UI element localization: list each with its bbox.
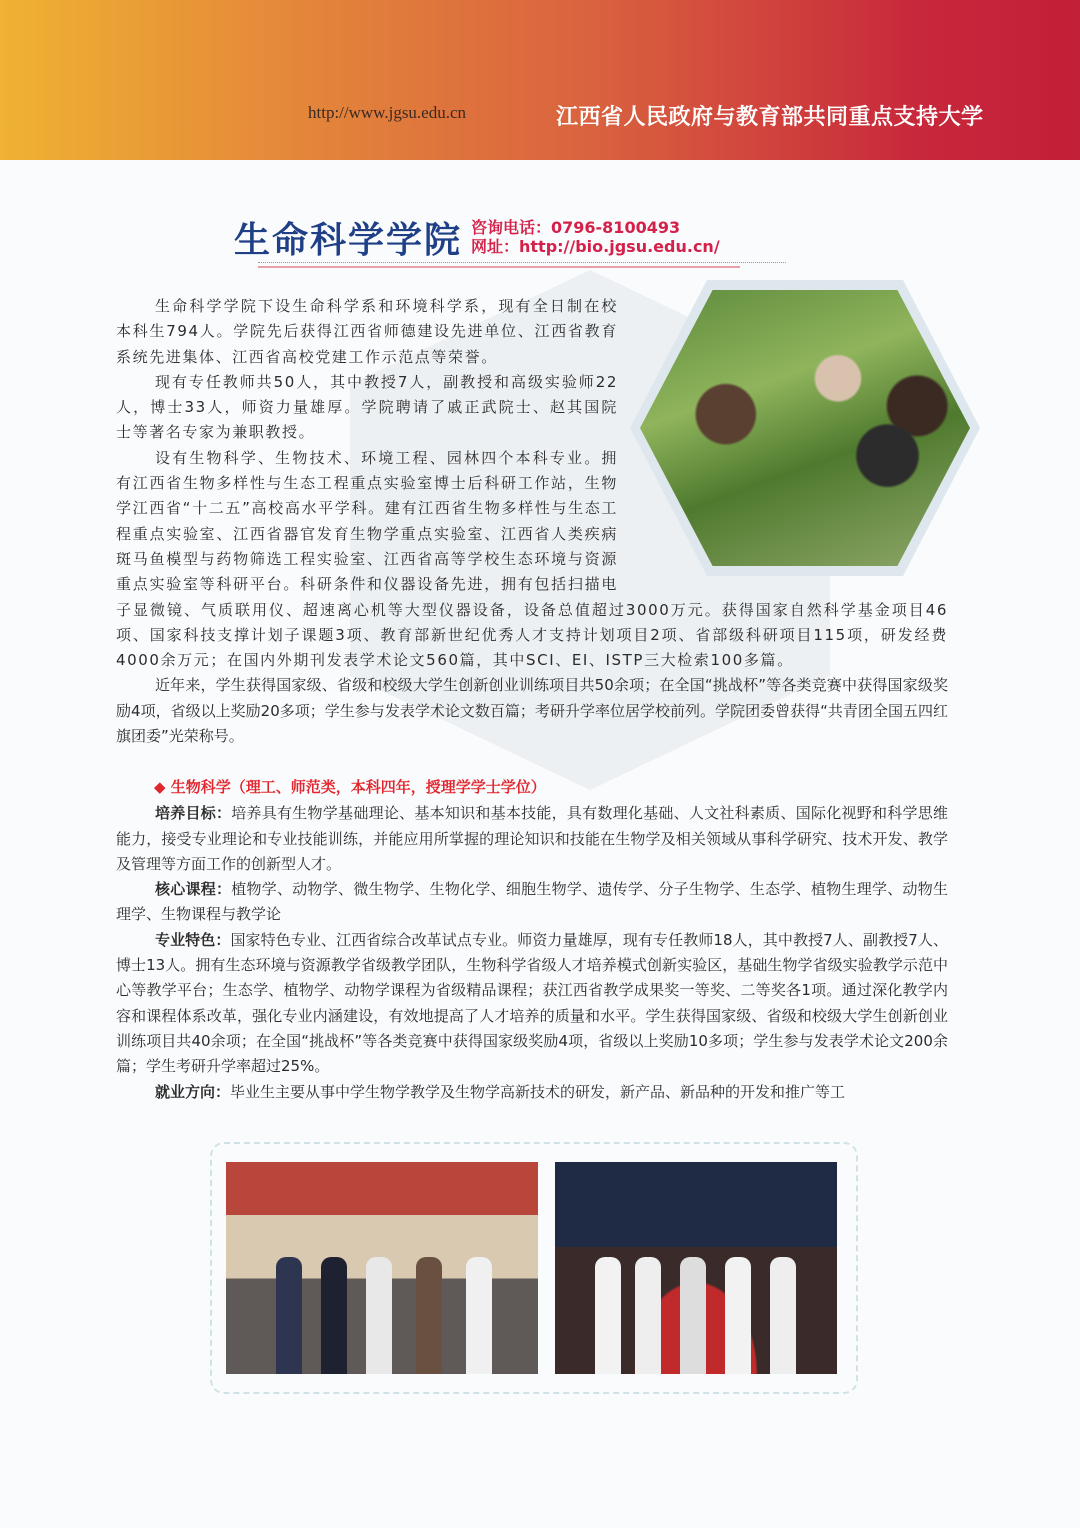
header-banner — [0, 0, 1080, 160]
item-label: 专业特色： — [155, 930, 231, 949]
item-text: 毕业生主要从事中学生物学教学及生物学高新技术的研发，新产品、新品种的开发和推广等工 — [230, 1082, 846, 1101]
student-award-photo — [555, 1162, 837, 1374]
paragraph: 近年来，学生获得国家级、省级和校级大学生创新创业训练项目共50余项；在全国“挑战杯”等各类竞赛中获得国家级奖励4项，省级以上奖励20多项；学生参与发表学术论文数百篇；考研升学率位居学校前列。学院团委曾获得“共青团全国五四红旗团委”光荣称号。 — [116, 676, 948, 746]
paragraph: 现有专任教师共50人，其中教授7人，副教授和高级实验师22人，博士33人，师资力量雄厚。学院聘请了戚正武院士、赵其国院士等著名专家为兼职教授。 — [116, 372, 618, 442]
people-figures — [266, 1257, 506, 1374]
major-item — [116, 928, 948, 1080]
photo-spacer — [618, 294, 948, 594]
item-label: 核心课程： — [155, 880, 232, 899]
item-text: 国家特色专业、江西省综合改革试点专业。师资力量雄厚，现有专任教师18人，其中教授7人、副教授7人、博士13人。拥有生态环境与资源教学省级教学团队，生物科学省级人才培养模式创新实验区，基础生物学省级实验教学示范中心等教学平台；生态学、植物学、动物学课程为省级精品课程；获江西省教学成果奖一等奖、二等奖各1项。通过深化教学内容和课程体系改革，强化专业内涵建设，有效地提高了人才培养的质量和水平。学生获得国家级、省级和校级大学生创新创业训练项目共40余项；在全国“挑战杯”等各类竞赛中获得国家级奖励4项，省级以上奖励10多项；学生参与发表学术论文200余篇；学生考研升学率超过25%。 — [116, 930, 948, 1076]
divider — [258, 266, 740, 268]
item-text: 植物学、动物学、微生物学、生物化学、细胞生物学、遗传学、分子生物学、生态学、植物生理学、动物生理学、生物课程与教学论 — [116, 880, 948, 924]
item-label: 培养目标： — [155, 804, 232, 823]
paragraph: 设有生物科学、生物技术、环境工程、园林四个本科专业。拥有江西省生物多样性与生态工程重点实验室博士后科研工作站，生物学江西省“十二五”高校高水平学科。建有江西省生物多样性与生态工程重点实验室、江西省器官发育生物学重点实验室、江西省人类疾病斑马鱼模型与药物筛选工程实验室、江西省高等学校生态环境与资源重点实验室等科研平台。科研条件和仪器设备先进，拥有包括扫描电子显微镜、气质联用仪、超速离心机等大型仪器设备，设备总值超过3000万元。获得国家自然科学基金项目46项、国家科技支撑计划子课题3项、教育部新世纪优秀人才支持计划项目2项、省部级科研项目115项，研发经费4000余万元；在国内外期刊发表学术论文560篇，其中SCI、EI、ISTP三大检索100多篇。 — [116, 448, 948, 670]
header-url[interactable]: http://www.jgsu.edu.cn — [308, 103, 467, 122]
phone: 咨询电话：0796-8100493 — [471, 218, 681, 237]
major-item — [116, 801, 948, 877]
item-label: 就业方向： — [155, 1082, 231, 1101]
group-photo-award — [226, 1162, 538, 1374]
header-slogan: 江西省人民政府与教育部共同重点支持大学 — [556, 105, 984, 130]
major-title: ◆ 生物科学（理工、师范类，本科四年，授理学学士学位） — [154, 778, 546, 796]
major-item — [116, 1080, 948, 1105]
major-item — [116, 877, 948, 928]
page-title: 生命科学学院 — [234, 220, 463, 261]
major-section — [116, 775, 948, 1105]
contact-info — [471, 218, 720, 256]
paragraph: 生命科学学院下设生命科学系和环境科学系，现有全日制在校本科生794人。学院先后获得江西省师德建设先进单位、江西省教育系统先进集体、江西省高校党建工作示范点等荣誉。 — [116, 297, 618, 366]
website-link[interactable]: 网址：http://bio.jgsu.edu.cn/ — [471, 237, 720, 256]
intro-text — [116, 294, 948, 749]
people-figures — [585, 1257, 825, 1374]
item-text: 培养具有生物学基础理论、基本知识和基本技能，具有数理化基础、人文社科素质、国际化视野和科学思维能力，接受专业理论和专业技能训练，并能应用所掌握的理论知识和技能在生物学及相关领域从事科学研究、技术开发、教学及管理等方面工作的创新型人才。 — [116, 804, 948, 873]
divider — [258, 262, 786, 263]
